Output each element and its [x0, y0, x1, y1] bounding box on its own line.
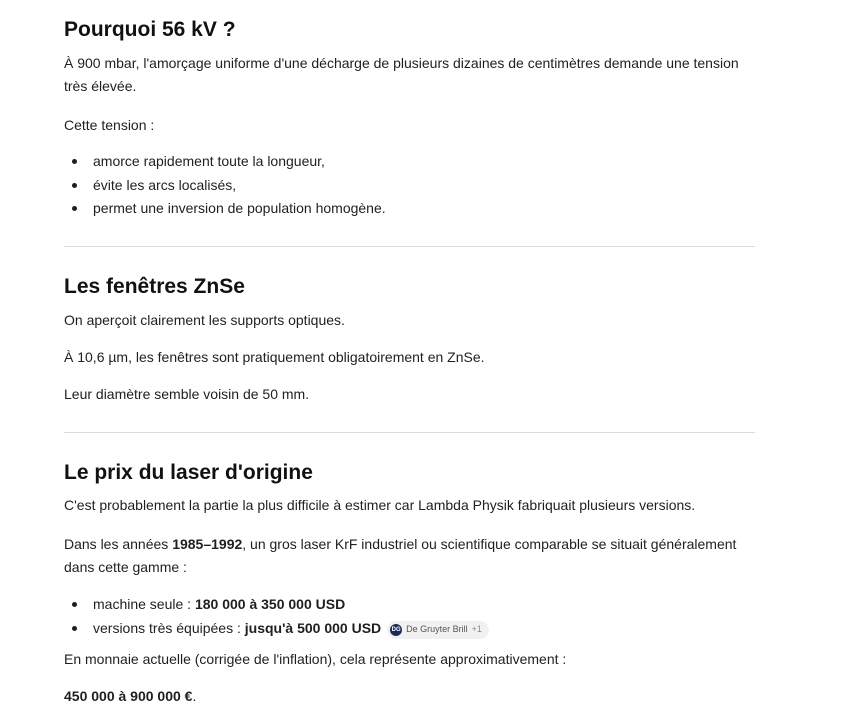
de-gruyter-logo-icon: DG	[390, 624, 402, 636]
section-divider	[64, 432, 755, 433]
section-title-56kv: Pourquoi 56 kV ?	[64, 18, 236, 41]
bold-text: 1985–1992	[172, 536, 243, 552]
list-item: évite les arcs localisés,	[64, 174, 755, 198]
section-divider	[64, 246, 755, 247]
bullet-list	[64, 150, 755, 221]
list-item: amorce rapidement toute la longueur,	[64, 150, 755, 174]
paragraph	[64, 685, 196, 708]
paragraph: À 10,6 µm, les fenêtres sont pratiquement obligatoirement en ZnSe.	[64, 349, 485, 365]
item-label: versions très équipées :	[93, 619, 245, 636]
item-label: machine seule :	[93, 596, 195, 612]
paragraph	[64, 533, 755, 579]
citation-chip[interactable]	[387, 621, 489, 639]
bold-text: 450 000 à 900 000 €	[64, 688, 193, 704]
list-item	[64, 617, 755, 641]
text: Dans les années	[64, 536, 173, 552]
list-item: permet une inversion de population homogène.	[64, 197, 755, 221]
citation-extra-count: +1	[471, 624, 482, 634]
paragraph: Leur diamètre semble voisin de 50 mm.	[64, 386, 310, 402]
text: .	[192, 688, 197, 704]
paragraph: En monnaie actuelle (corrigée de l'inflation), cela représente approximativement :	[64, 651, 567, 667]
bullet-list	[64, 593, 755, 640]
section-title-price: Le prix du laser d'origine	[64, 461, 313, 484]
citation-source: De Gruyter Brill	[406, 624, 468, 634]
text: , un gros laser KrF industriel ou scientifique comparable se situait généralement dans cette gamme :	[64, 536, 737, 575]
paragraph: On aperçoit clairement les supports optiques.	[64, 312, 345, 328]
item-value: 180 000 à 350 000 USD	[194, 596, 346, 612]
item-value: jusqu'à 500 000 USD	[244, 619, 382, 636]
paragraph: À 900 mbar, l'amorçage uniforme d'une décharge de plusieurs dizaines de centimètres demande une tension très élevée.	[64, 55, 739, 94]
paragraph: C'est probablement la partie la plus difficile à estimer car Lambda Physik fabriquait plusieurs versions.	[64, 497, 696, 513]
section-title-znse: Les fenêtres ZnSe	[64, 275, 245, 298]
list-item	[64, 593, 755, 617]
paragraph: Cette tension :	[64, 117, 155, 133]
